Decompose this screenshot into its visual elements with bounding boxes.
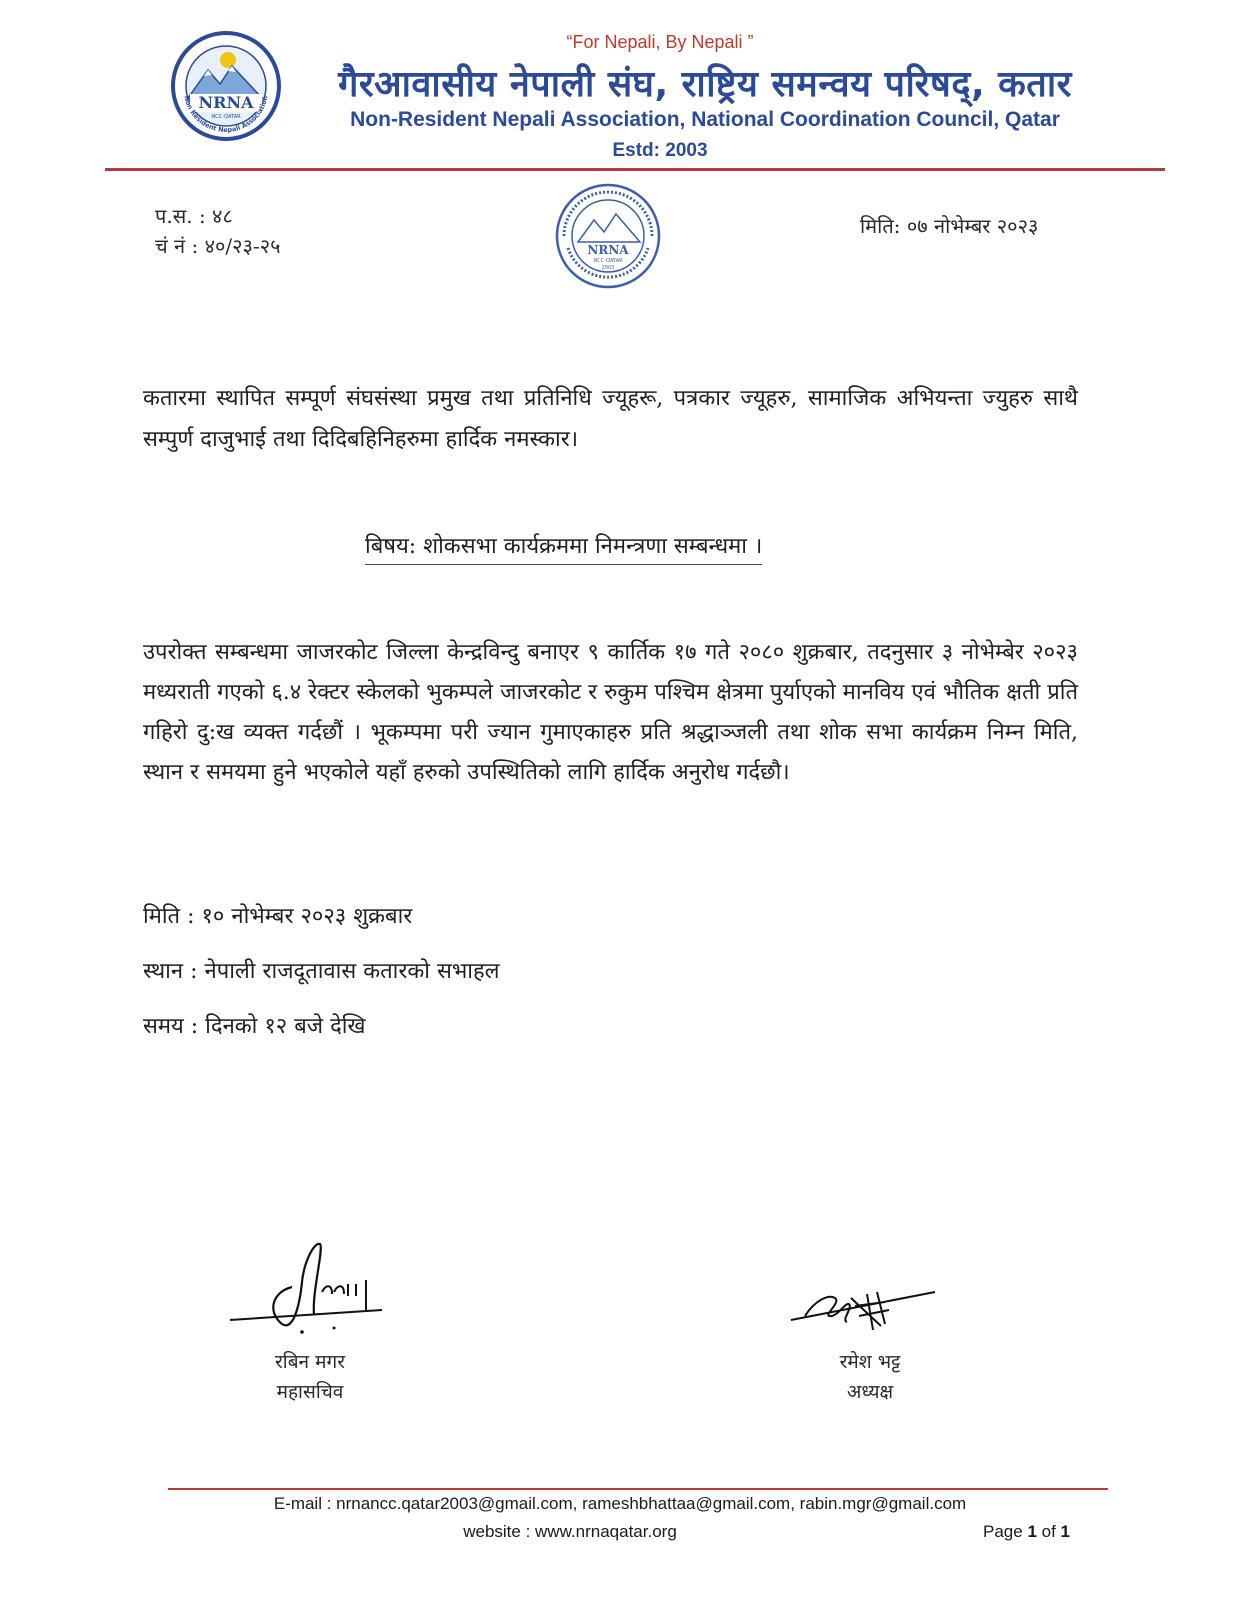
page-prefix: Page: [983, 1522, 1028, 1541]
header-divider: [105, 168, 1165, 171]
body-paragraph: उपरोक्त सम्बन्धमा जाजरकोट जिल्ला केन्द्रविन्दु बनाएर ९ कार्तिक १७ गते २०८० शुक्रबार, तदनुसार ३ नोभेम्बेर २०२३ मध्यराती गएको ६.४ रेक्टर स्केलको भुकम्पले जाजरकोट र रुकुम पश्चिम क्षेत्रमा पुर्याएको मानविय एवं भौतिक क्षती प्रति गहिरो दु:ख व्यक्त गर्दछौं । भूकम्पमा परी ज्यान गुमाएकाहरु प्रति श्रद्धाञ्जली तथा शोक सभा कार्यक्रम निम्न मिति, स्थान र समयमा हुने भएकोले यहाँ हरुको उपस्थितिको लागि हार्दिक अनुरोध गर्दछौ।: [143, 640, 1078, 785]
org-name-nepali: गैरआवासीय नेपाली संघ, राष्ट्रिय समन्वय परिषद्, कतार: [338, 64, 1072, 105]
event-place: स्थान : नेपाली राजदूतावास कतारको सभाहल: [143, 959, 500, 984]
seal-sub: NCC-QATAR: [593, 258, 623, 264]
chalani-number: चं नं : ४०/२३-२५: [155, 234, 281, 258]
organization-seal: [554, 182, 662, 290]
signer-right-title: अध्यक्ष: [846, 1381, 894, 1403]
signer-left-name: रबिन मगर: [275, 1351, 345, 1373]
letter-date: मिति: ०७ नोभेम्बर २०२३: [860, 214, 1039, 238]
patra-sankhya: प.स. : ४८: [155, 204, 233, 228]
seal-year: 2003: [601, 265, 615, 271]
logo-ring-text: Non Resident Nepali Association: [182, 94, 270, 135]
page-total: 1: [1060, 1522, 1070, 1541]
footer-divider: [168, 1488, 1108, 1490]
footer-website: website : www.nrnaqatar.org: [463, 1522, 677, 1541]
page-of: of: [1036, 1522, 1061, 1541]
tagline: “For Nepali, By Nepali ”: [566, 32, 754, 52]
page-indicator: [983, 1522, 1070, 1542]
org-name-english: Non-Resident Nepali Association, National Coordination Council, Qatar: [350, 108, 1060, 131]
logo-sub: NCC-QATAR: [211, 114, 241, 120]
seal-text: NRNA: [587, 243, 629, 257]
greeting-paragraph: कतारमा स्थापित सम्पूर्ण संघसंस्था प्रमुख तथा प्रतिनिधि ज्यूहरू, पत्रकार ज्यूहरु, सामाजिक अभियन्ता ज्युहरु साथै सम्पुर्ण दाजुभाई तथा दिदिबहिनिहरुमा हार्दिक नमस्कार।: [143, 386, 1078, 452]
page-current: 1: [1027, 1522, 1037, 1541]
nrna-logo: [170, 30, 282, 142]
footer-emails: E-mail : nrnancc.qatar2003@gmail.com, rameshbhattaa@gmail.com, rabin.mgr@gmail.com: [273, 1494, 967, 1513]
subject-line: बिषय: शोकसभा कार्यक्रममा निमन्त्रणा सम्बन्धमा ।: [365, 530, 762, 565]
signature-left: [222, 1232, 392, 1342]
event-date: मिति : १० नोभेम्बर २०२३ शुक्रबार: [143, 904, 413, 929]
signature-right: [785, 1280, 945, 1340]
signer-left-title: महासचिव: [276, 1381, 344, 1403]
established-year: Estd: 2003: [612, 140, 708, 161]
logo-text: NRNA: [198, 93, 254, 112]
event-time: समय : दिनको १२ बजे देखि: [143, 1014, 366, 1039]
signer-right-name: रमेश भट्ट: [839, 1351, 901, 1373]
